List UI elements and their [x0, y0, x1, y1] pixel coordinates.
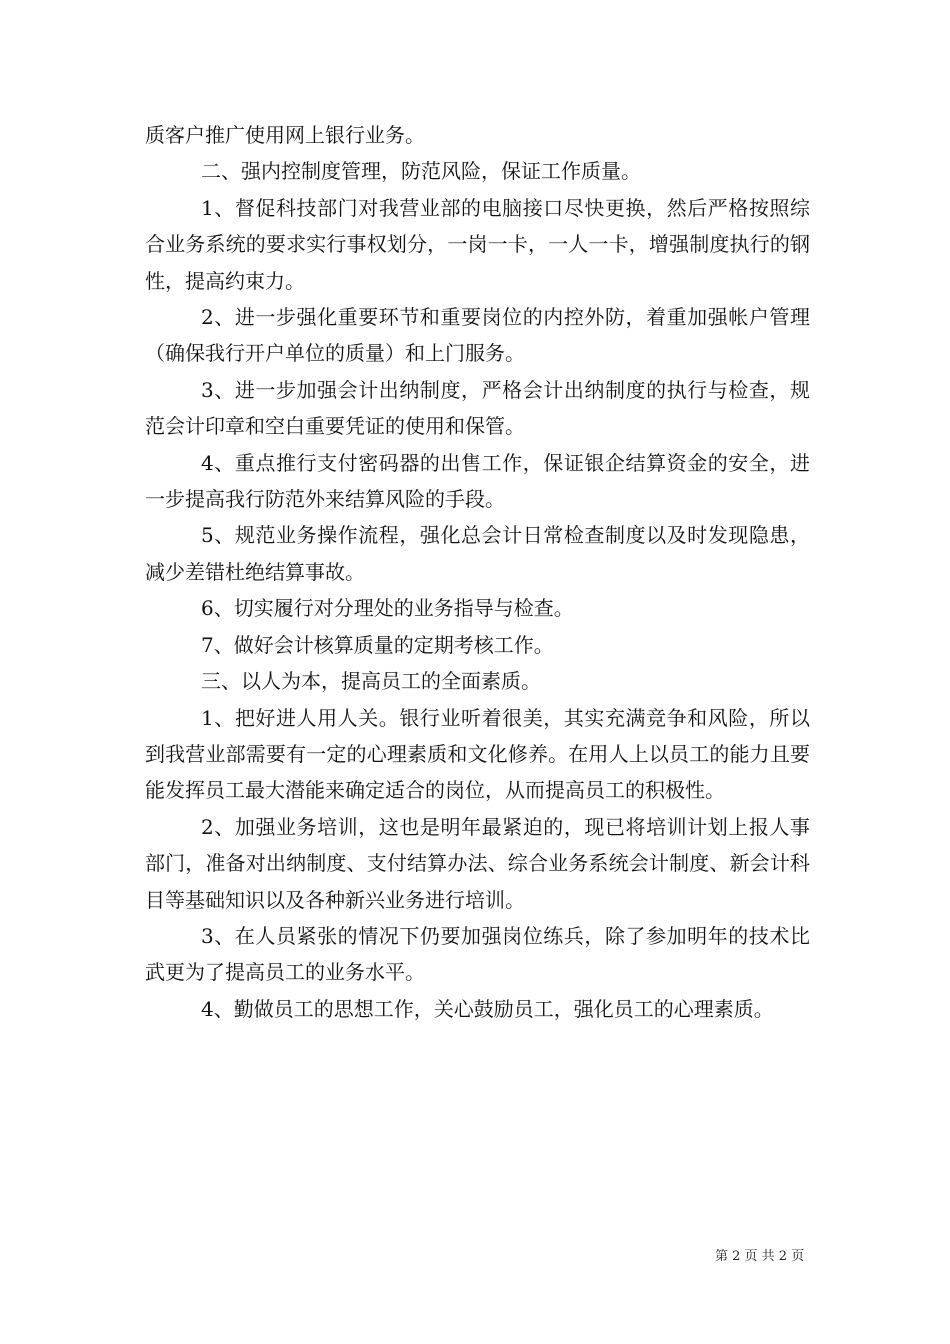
section-heading: 二、强内控制度管理，防范风险，保证工作质量。: [201, 159, 641, 184]
paragraph: 3、在人员紧张的情况下仍要加强岗位练兵，除了参加明年的技术比武更为了提高员工的业务水平。: [145, 923, 810, 985]
document-body: [145, 117, 810, 1027]
paragraph: 2、进一步强化重要环节和重要岗位的内控外防，着重加强帐户管理（确保我行开户单位的质量）和上门服务。: [145, 305, 810, 366]
paragraph: 5、规范业务操作流程，强化总会计日常检查制度以及时发现隐患，减少差错杜绝结算事故。: [145, 523, 810, 584]
paragraph: 1、督促科技部门对我营业部的电脑接口尽快更换，然后严格按照综合业务系统的要求实行事权划分，一岗一卡，一人一卡，增强制度执行的钢性，提高约束力。: [145, 195, 810, 293]
paragraph: 3、进一步加强会计出纳制度，严格会计出纳制度的执行与检查，规范会计印章和空白重要凭证的使用和保管。: [145, 377, 810, 439]
paragraph: 1、把好进人用人关。银行业听着很美，其实充满竞争和风险，所以到我营业部需要有一定的心理素质和文化修养。在用人上以员工的能力且要能发挥员工最大潜能来确定适合的岗位，从而提高员工的积极性。: [145, 705, 810, 803]
paragraph: 7、做好会计核算质量的定期考核工作。: [201, 632, 554, 657]
paragraph: 4、勤做员工的思想工作，关心鼓励员工，强化员工的心理素质。: [201, 996, 774, 1021]
page-number: 第 2 页 共 2 页: [715, 1249, 805, 1264]
paragraph: 质客户推广使用网上银行业务。: [145, 123, 425, 147]
section-heading: 三、以人为本，提高员工的全面素质。: [201, 669, 541, 694]
paragraph: 2、加强业务培训，这也是明年最紧迫的，现已将培训计划上报人事部门，准备对出纳制度、支付结算办法、综合业务系统会计制度、新会计科目等基础知识以及各种新兴业务进行培训。: [145, 814, 810, 912]
paragraph: 6、切实履行对分理处的业务指导与检查。: [201, 596, 574, 621]
paragraph: 4、重点推行支付密码器的出售工作，保证银企结算资金的安全，进一步提高我行防范外来结算风险的手段。: [145, 450, 810, 512]
